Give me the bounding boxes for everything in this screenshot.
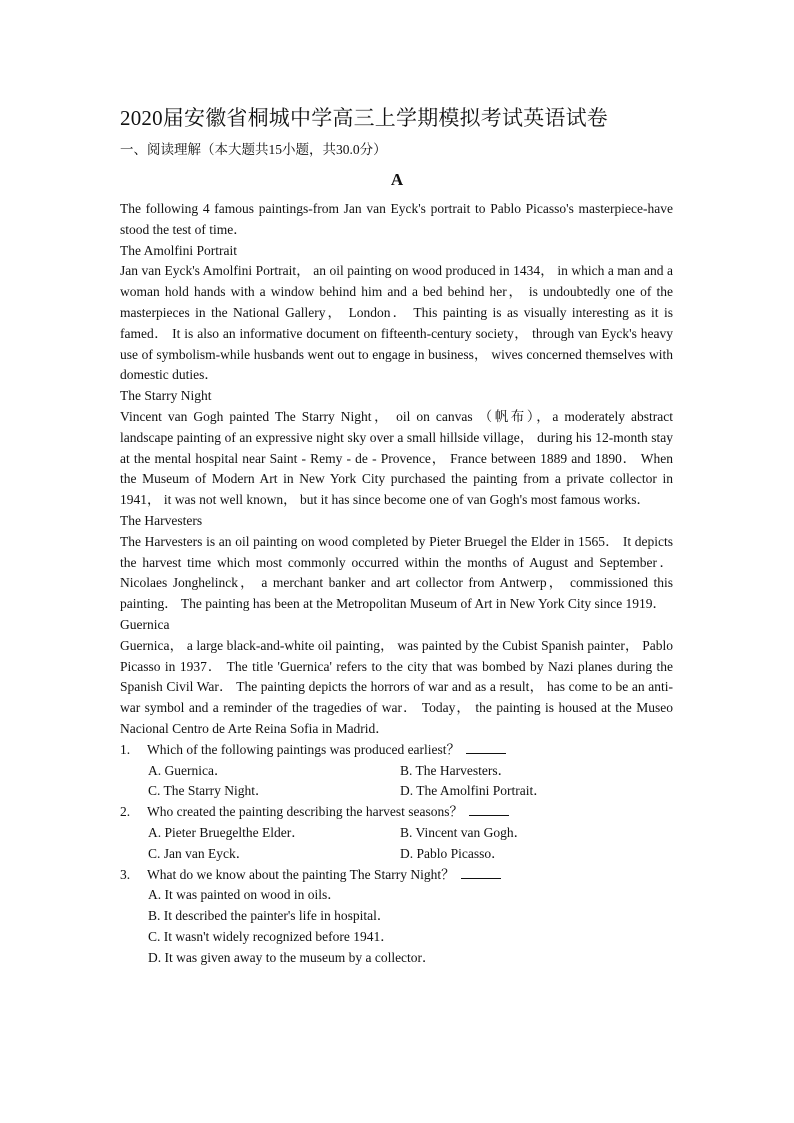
- answer-blank[interactable]: [469, 803, 509, 816]
- option-c[interactable]: C. Jan van Eyck．: [148, 845, 250, 861]
- option-b[interactable]: B. The Harvesters．: [400, 762, 512, 778]
- answer-blank[interactable]: [461, 866, 501, 879]
- painting-description: The Harvesters is an oil painting on wood completed by Pieter Bruegel the Elder in 1565． It depicts the harvest time which most commonly occurred within the months of August and September． Nicolaes Jonghelinck， a merchant banker and art collector from Antwerp， commissioned this painting． The painting has been at the Metropolitan Museum of Art in New York City since 1919．: [120, 533, 673, 612]
- question-number: 3.: [120, 866, 131, 882]
- question-2: [120, 802, 673, 823]
- painting-title: The Amolfini Portrait: [120, 242, 237, 258]
- question-3: [120, 865, 673, 886]
- painting-description: Guernica， a large black-and-white oil painting， was painted by the Cubist Spanish painter， Pablo Picasso in 1937． The title 'Guernica' refers to the city that was bombed by Nazi planes during the Spanish Civil War． The painting depicts the horrors of war and as a result， has come to be an anti-war symbol and a reminder of the tragedies of war． Today， the painting is housed at the Museo Nacional Centro de Arte Reina Sofia in Madrid．: [120, 637, 673, 736]
- question-text: What do we know about the painting The Starry Night？: [147, 866, 455, 882]
- passage-label: A: [390, 170, 404, 189]
- painting-description: Jan van Eyck's Amolfini Portrait， an oil painting on wood produced in 1434， in which a man and a woman hold hands with a window behind him and a bed behind her， is undoubtedly one of the masterpieces in the National Gallery， London． This painting is as visually interesting as it is famed． It is also an informative document on fifteenth-century society， through van Eyck's heavy use of symbolism-while husbands went out to engage in business， wives concerned themselves with domestic duties．: [120, 263, 673, 383]
- option-a[interactable]: A. Guernica．: [148, 762, 228, 778]
- painting-title: The Starry Night: [120, 388, 212, 404]
- option-a[interactable]: A. Pieter Bruegelthe Elder．: [148, 824, 305, 840]
- document-title: 2020届安徽省桐城中学高三上学期模拟考试英语试卷: [120, 106, 608, 130]
- option-b[interactable]: B. It described the painter's life in hospital．: [148, 908, 391, 924]
- question-1-options: [120, 761, 673, 803]
- option-d[interactable]: D. It was given away to the museum by a collector．: [148, 949, 436, 965]
- option-b[interactable]: B. Vincent van Gogh．: [400, 824, 528, 840]
- painting-title: Guernica: [120, 616, 170, 632]
- question-2-options: [120, 823, 673, 865]
- option-d[interactable]: D. The Amolfini Portrait．: [400, 783, 547, 799]
- question-number: 2.: [120, 804, 131, 820]
- option-c[interactable]: C. The Starry Night．: [148, 783, 269, 799]
- section-header: 一、阅读理解（本大题共15小题，共30.0分）: [120, 142, 387, 157]
- passage-body: [120, 199, 673, 968]
- option-c[interactable]: C. It wasn't widely recognized before 1941．: [148, 928, 394, 944]
- answer-blank[interactable]: [466, 741, 506, 754]
- option-a[interactable]: A. It was painted on wood in oils．: [148, 887, 341, 903]
- question-1: [120, 740, 673, 761]
- painting-title: The Harvesters: [120, 512, 203, 528]
- question-text: Who created the painting describing the harvest seasons？: [147, 804, 464, 820]
- question-number: 1.: [120, 741, 131, 757]
- passage-intro: The following 4 famous paintings-from Jan van Eyck's portrait to Pablo Picasso's masterpiece-have stood the test of time．: [120, 201, 673, 237]
- question-text: Which of the following paintings was produced earliest？: [147, 741, 461, 757]
- painting-description: Vincent van Gogh painted The Starry Night， oil on canvas （帆布），a moderately abstract landscape painting of an expressive night sky over a small hillside village， during his 12-month stay at the mental hospital near Saint - Remy - de - Provence， France between 1889 and 1890． When the Museum of Modern Art in New York City purchased the painting from a private collector in 1941， it was not well known， but it has since become one of van Gogh's most famous works．: [120, 408, 673, 508]
- option-d[interactable]: D. Pablo Picasso．: [400, 845, 505, 861]
- question-3-options: [120, 885, 673, 968]
